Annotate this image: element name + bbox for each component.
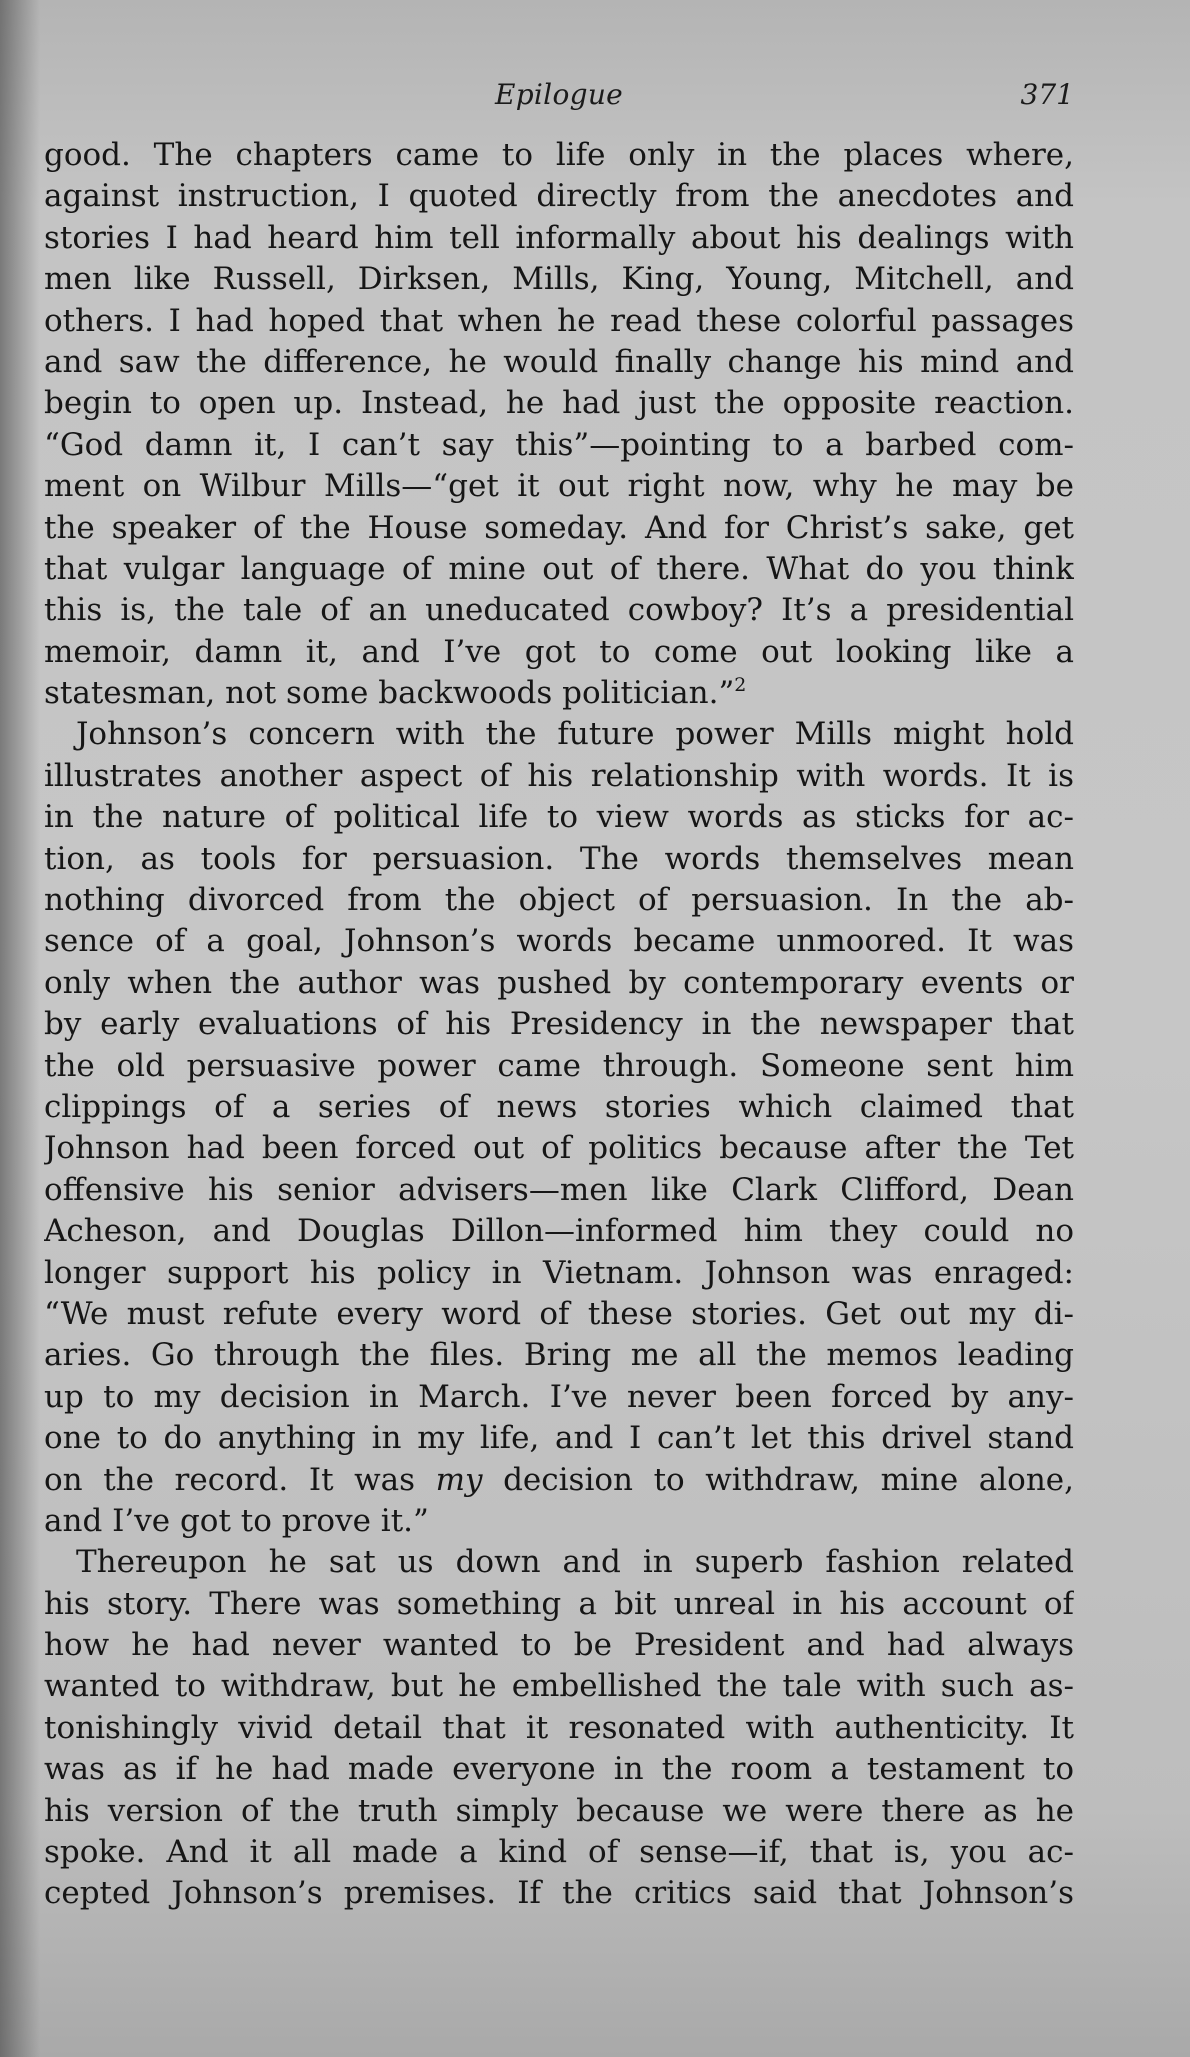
text-line: good. The chapters came to life only in the places where, bbox=[44, 137, 1074, 173]
body-text bbox=[44, 135, 1074, 1915]
text-line: illustrates another aspect of his relationship with words. It is bbox=[44, 757, 1074, 794]
text-line-paragraph-start: Johnson’s concern with the future power Mills might hold bbox=[76, 716, 1074, 753]
text-line bbox=[44, 1460, 1074, 1501]
text-line-paragraph-end: and I’ve got to prove it.” bbox=[44, 1502, 429, 1539]
text-line: cepted Johnson’s premises. If the critics said that Johnson’s bbox=[44, 1875, 1074, 1912]
text-span: decision to withdraw, mine alone, bbox=[482, 1461, 1074, 1498]
text-line: nothing divorced from the object of persuasion. In the ab- bbox=[44, 882, 1074, 919]
running-title: Epilogue bbox=[494, 78, 624, 111]
text-line: Acheson, and Douglas Dillon—informed him they could no bbox=[44, 1213, 1074, 1250]
text-line: Johnson had been forced out of politics because after the Tet bbox=[44, 1130, 1074, 1167]
text-line: clippings of a series of news stories which claimed that bbox=[44, 1088, 1074, 1125]
text-span: statesman, not some backwoods politician.” bbox=[44, 675, 735, 712]
text-line: in the nature of political life to view words as sticks for ac- bbox=[44, 799, 1074, 836]
text-line: the speaker of the House someday. And for Christ’s sake, get bbox=[44, 509, 1074, 546]
text-line: this is, the tale of an uneducated cowboy? It’s a presidential bbox=[44, 592, 1074, 629]
text-line: memoir, damn it, and I’ve got to come out looking like a bbox=[44, 633, 1074, 670]
text-line: that vulgar language of mine out of there. What do you think bbox=[44, 550, 1074, 587]
text-line: stories I had heard him tell informally about his dealings with bbox=[44, 219, 1074, 256]
emphasis-text: my bbox=[435, 1461, 483, 1498]
text-line: others. I had hoped that when he read these colorful passages bbox=[44, 302, 1074, 339]
text-line: tion, as tools for persuasion. The words themselves mean bbox=[44, 840, 1074, 877]
text-line: spoke. And it all made a kind of sense—if, that is, you ac- bbox=[44, 1834, 1074, 1871]
text-line-paragraph-end bbox=[44, 673, 1074, 714]
text-line: how he had never wanted to be President and had always bbox=[44, 1627, 1074, 1664]
text-line: wanted to withdraw, but he embellished the tale with such as- bbox=[44, 1668, 1074, 1705]
text-line: only when the author was pushed by contemporary events or bbox=[44, 964, 1074, 1001]
text-line: longer support his policy in Vietnam. Johnson was enraged: bbox=[44, 1254, 1074, 1291]
text-line-paragraph-start: Thereupon he sat us down and in superb fashion related bbox=[76, 1544, 1074, 1581]
text-line: against instruction, I quoted directly from the anecdotes and bbox=[44, 178, 1074, 215]
text-line: the old persuasive power came through. Someone sent him bbox=[44, 1047, 1074, 1084]
text-line: aries. Go through the files. Bring me all the memos leading bbox=[44, 1337, 1074, 1374]
footnote-marker: 2 bbox=[734, 674, 747, 697]
text-line: “We must refute every word of these stories. Get out my di- bbox=[44, 1295, 1074, 1332]
text-line: his story. There was something a bit unreal in his account of bbox=[44, 1585, 1074, 1622]
text-line: men like Russell, Dirksen, Mills, King, Young, Mitchell, and bbox=[44, 261, 1074, 298]
text-line: offensive his senior advisers—men like Clark Clifford, Dean bbox=[44, 1171, 1074, 1208]
text-line: begin to open up. Instead, he had just the opposite reaction. bbox=[44, 385, 1074, 422]
text-line: ment on Wilbur Mills—“get it out right now, why he may be bbox=[44, 468, 1074, 505]
text-line: sence of a goal, Johnson’s words became unmoored. It was bbox=[44, 923, 1074, 960]
page-number: 371 bbox=[1020, 78, 1074, 111]
text-line: up to my decision in March. I’ve never been forced by any- bbox=[44, 1378, 1074, 1415]
text-line: and saw the difference, he would finally change his mind and bbox=[44, 343, 1074, 380]
running-head bbox=[44, 78, 1074, 118]
text-line: his version of the truth simply because we were there as he bbox=[44, 1792, 1074, 1829]
text-line: “God damn it, I can’t say this”—pointing to a barbed com- bbox=[44, 426, 1074, 463]
text-line: by early evaluations of his Presidency in the newspaper that bbox=[44, 1006, 1074, 1043]
text-line: was as if he had made everyone in the room a testament to bbox=[44, 1751, 1074, 1788]
text-line: one to do anything in my life, and I can’t let this drivel stand bbox=[44, 1420, 1074, 1457]
text-line: tonishingly vivid detail that it resonated with authenticity. It bbox=[44, 1709, 1074, 1746]
text-span: on the record. It was bbox=[44, 1461, 436, 1498]
